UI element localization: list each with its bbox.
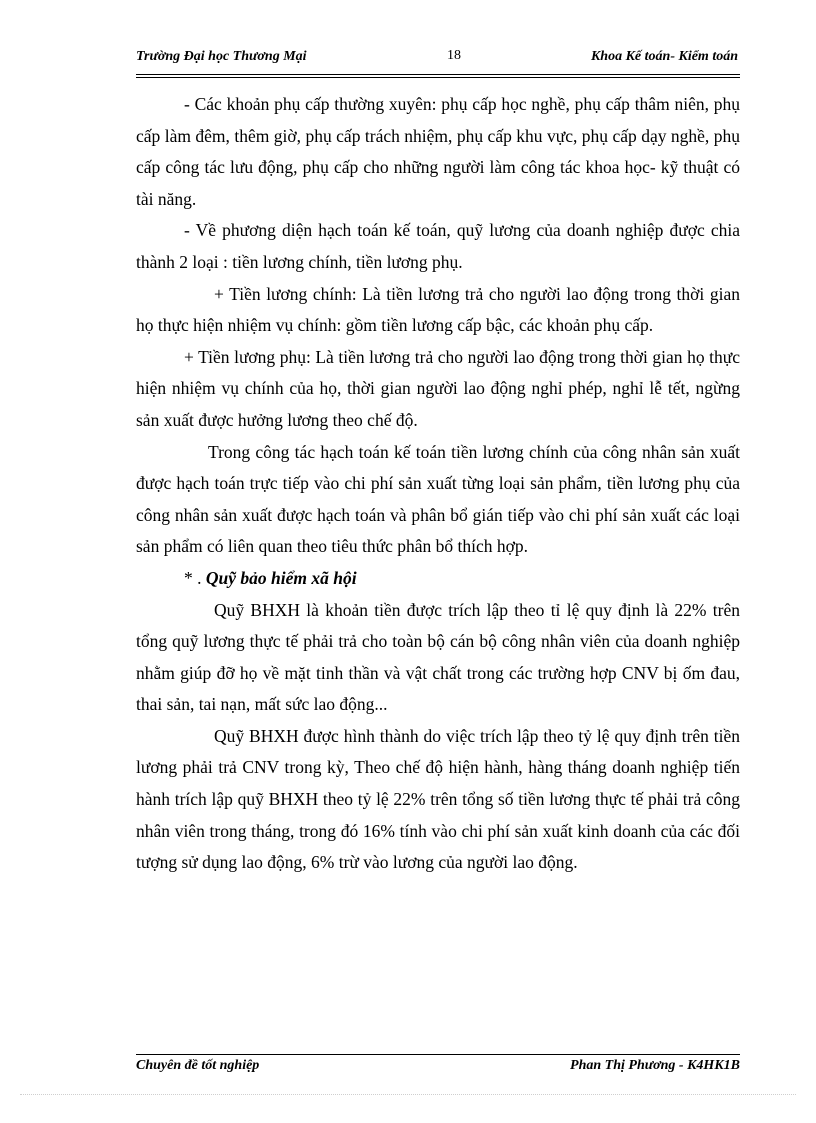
- section-bullet: * .: [184, 567, 202, 588]
- footer-divider: [136, 1054, 740, 1055]
- body-paragraph: Trong công tác hạch toán kế toán tiền lương chính của công nhân sản xuất được hạch toán trực tiếp vào chi phí sản xuất từng loại sản phẩm, tiền lương phụ của công nhân sản xuất được hạch toán và phân bổ gián tiếp vào chi phí sản xuất các loại sản phẩm có liên quan theo tiêu thức phân bổ thích hợp.: [136, 441, 740, 557]
- footer-thesis-label: Chuyên đề tốt nghiệp: [136, 1058, 260, 1073]
- page-footer: [136, 1058, 740, 1080]
- page-number: 18: [447, 48, 461, 63]
- body-paragraph: - Các khoản phụ cấp thường xuyên: phụ cấp học nghề, phụ cấp thâm niên, phụ cấp làm đêm, thêm giờ, phụ cấp trách nhiệm, phụ cấp khu vực, phụ cấp dạy nghề, phụ cấp công tác lưu động, phụ cấp cho những người làm công tác khoa học- kỹ thuật có tài năng.: [136, 94, 740, 209]
- section-heading: [136, 563, 740, 595]
- body-paragraph: + Tiền lương chính: Là tiền lương trả cho người lao động trong thời gian họ thực hiện nhiệm vụ chính: gồm tiền lương cấp bậc, các khoản phụ cấp.: [136, 283, 740, 336]
- body-paragraph: Quỹ BHXH được hình thành do việc trích lập theo tỷ lệ quy định trên tiền lương phải trả CNV trong kỳ, Theo chế độ hiện hành, hàng tháng doanh nghiệp tiến hành trích lập quỹ BHXH theo tỷ lệ 22% trên tổng số tiền lương thực tế phải trả công nhân viên trong tháng, trong đó 16% tính vào chi phí sản xuất kinh doanh của các đối tượng sử dụng lao động, 6% trừ vào lương của người lao động.: [136, 725, 740, 873]
- body-paragraph: - Về phương diện hạch toán kế toán, quỹ lương của doanh nghiệp được chia thành 2 loại : tiền lương chính, tiền lương phụ.: [136, 220, 740, 272]
- header-school-name: Trường Đại học Thương Mại: [136, 49, 307, 64]
- page-body: [136, 89, 740, 879]
- body-paragraph: + Tiền lương phụ: Là tiền lương trả cho người lao động trong thời gian họ thực hiện nhiệm vụ chính của họ, thời gian người lao động nghỉ phép, nghỉ lễ tết, ngừng sản xuất được hưởng lương theo chế độ.: [136, 346, 740, 430]
- page-header: [136, 49, 738, 71]
- header-divider: [136, 74, 740, 78]
- header-faculty-name: Khoa Kế toán- Kiểm toán: [590, 49, 738, 64]
- body-paragraph: Quỹ BHXH là khoản tiền được trích lập theo tỉ lệ quy định là 22% trên tổng quỹ lương thực tế phải trả cho toàn bộ cán bộ công nhân viên của doanh nghiệp nhằm giúp đỡ họ về mặt tinh thần và vật chất trong các trường hợp CNV bị ốm đau, thai sản, tai nạn, mất sức lao động...: [136, 599, 740, 715]
- page-bottom-dotted-line: [20, 1094, 796, 1095]
- section-title: Quỹ bảo hiểm xã hội: [205, 567, 357, 588]
- footer-author: Phan Thị Phương - K4HK1B: [570, 1058, 740, 1073]
